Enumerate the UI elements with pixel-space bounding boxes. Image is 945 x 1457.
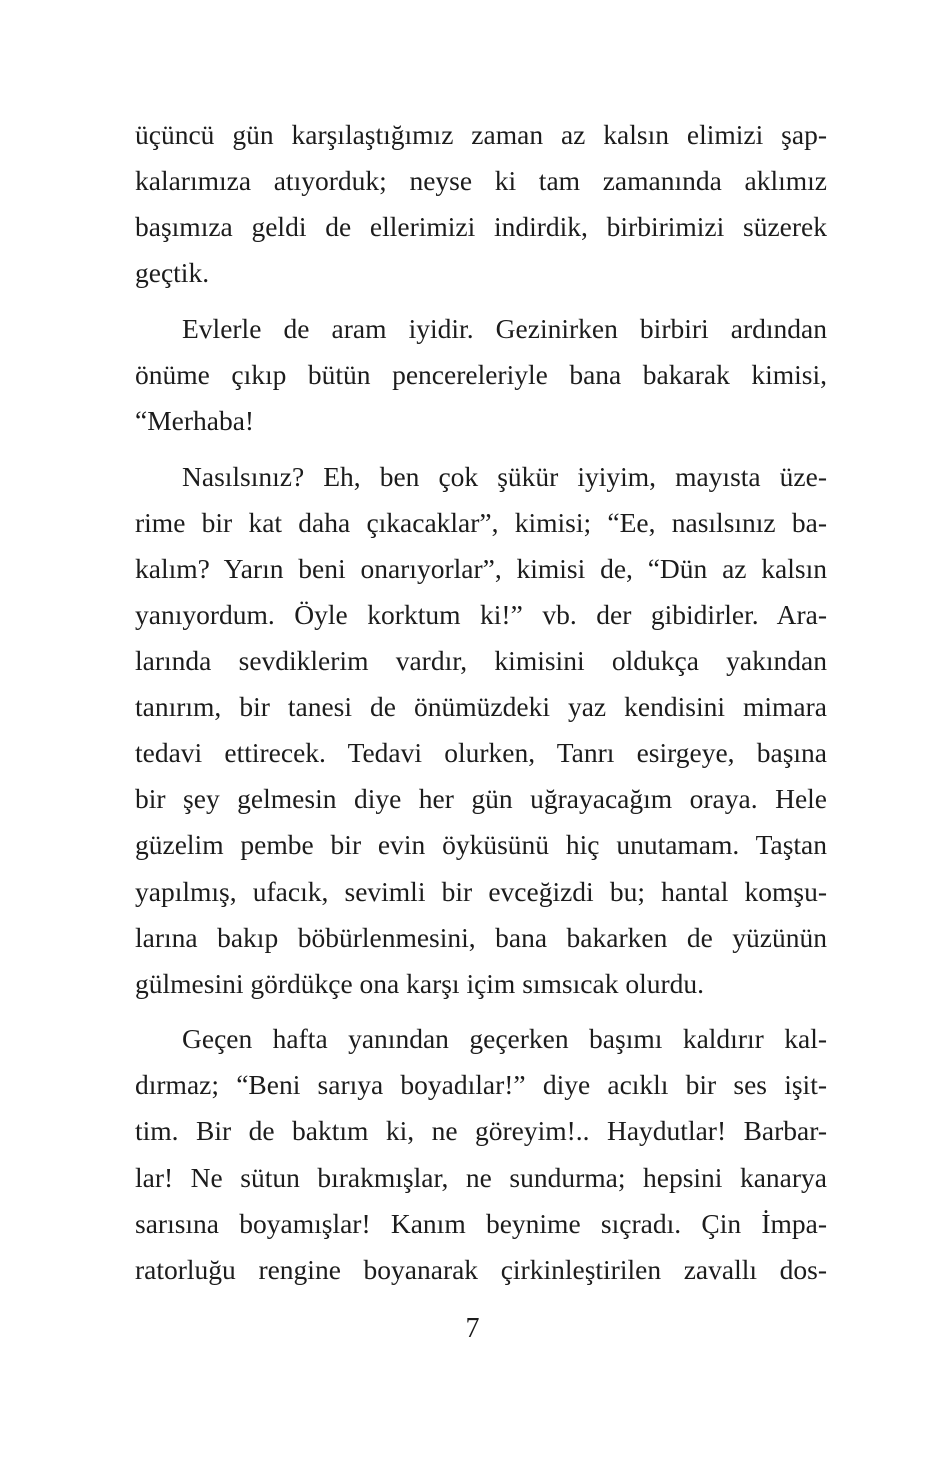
text-line: Evlerle de aram iyidir. Gezinirken birbiri ardından <box>182 312 827 344</box>
text-line: tanırım, bir tanesi de önümüzdeki yaz kendisini mimara <box>135 691 827 723</box>
text-line: bir şey gelmesin diye her gün uğrayacağım oraya. Hele <box>135 783 827 815</box>
text-line: kalarımıza atıyorduk; neyse ki tam zamanında aklımız <box>135 165 827 197</box>
text-line: kalım? Yarın beni onarıyorlar”, kimisi de, “Dün az kalsın <box>135 552 827 584</box>
text-line: Nasılsınız? Eh, ben çok şükür iyiyim, mayısta üze- <box>182 460 827 492</box>
text-line: larına bakıp böbürlenmesini, bana bakarken de yüzünün <box>135 921 827 953</box>
text-line: larında sevdiklerim vardır, kimisini oldukça yakından <box>135 645 827 677</box>
text-line: ratorluğu rengine boyanarak çirkinleştirilen zavallı dos- <box>135 1253 827 1285</box>
text-line: üçüncü gün karşılaştığımız zaman az kalsın elimizi şap- <box>135 119 827 150</box>
text-line: gülmesini gördükçe ona karşı içim sımsıcak olurdu. <box>135 967 704 999</box>
text-line: “Merhaba! <box>135 405 255 437</box>
text-line: yapılmış, ufacık, sevimli bir evceğizdi bu; hantal komşu- <box>135 875 827 907</box>
text-line: tim. Bir de baktım ki, ne göreyim!.. Haydutlar! Barbar- <box>135 1115 827 1147</box>
text-line: güzelim pembe bir evin öyküsünü hiç unutamam. Taştan <box>135 829 827 861</box>
page-number: 7 <box>465 1313 480 1344</box>
text-line: sarısına boyamışlar! Kanım beynime sıçradı. Çin İmpa- <box>135 1207 827 1239</box>
text-line: tedavi ettirecek. Tedavi olurken, Tanrı esirgeye, başına <box>135 737 827 769</box>
text-line: önüme çıkıp bütün pencereleriyle bana bakarak kimisi, <box>135 358 827 390</box>
text-line: geçtik. <box>135 257 210 289</box>
text-line: yanıyordum. Öyle korktum ki!” vb. der gibidirler. Ara- <box>135 598 827 630</box>
text-line: lar! Ne sütun bırakmışlar, ne sundurma; hepsini kanarya <box>135 1161 827 1193</box>
text-line: Geçen hafta yanından geçerken başımı kaldırır kal- <box>182 1023 827 1055</box>
text-line: başımıza geldi de ellerimizi indirdik, birbirimizi süzerek <box>135 211 827 243</box>
text-line: dırmaz; “Beni sarıya boyadılar!” diye acıklı bir ses işit- <box>135 1069 827 1101</box>
body-text <box>135 112 827 1293</box>
text-line: rime bir kat daha çıkacaklar”, kimisi; “Ee, nasılsınız ba- <box>135 506 827 538</box>
